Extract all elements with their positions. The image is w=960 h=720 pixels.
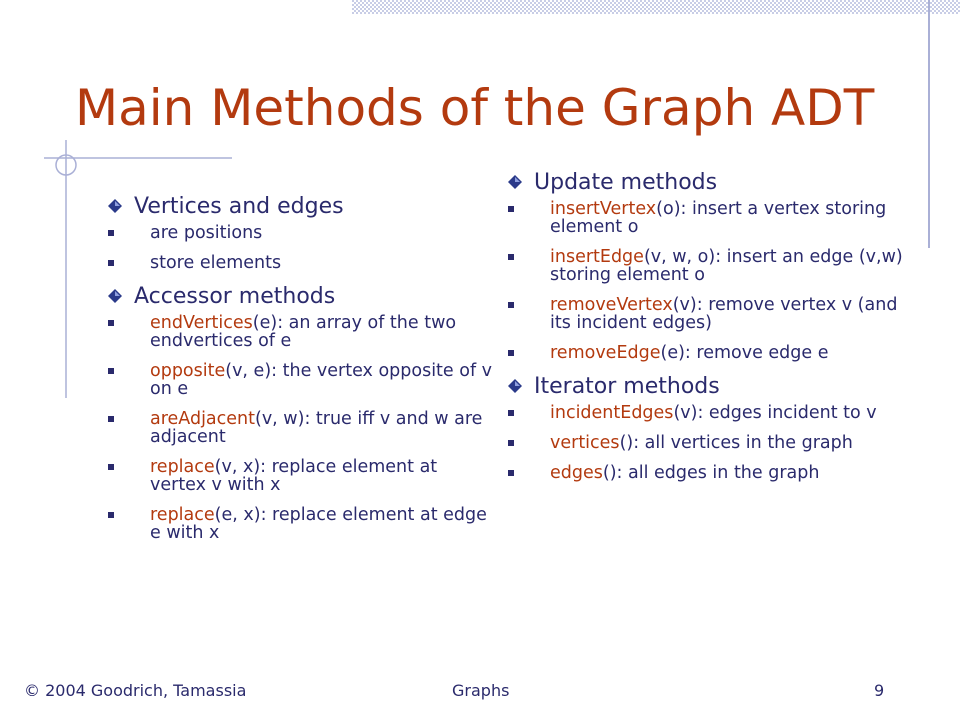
method-name: areAdjacent	[150, 409, 255, 429]
section-heading	[108, 194, 498, 220]
method-name: vertices	[550, 433, 620, 453]
square-bullet-icon	[108, 230, 114, 236]
square-bullet-icon	[508, 254, 514, 260]
square-bullet-icon	[508, 440, 514, 446]
section-heading	[508, 374, 908, 400]
section-heading-text: Iterator methods	[534, 374, 720, 399]
item-text: (e): an array of the two endvertices of e	[150, 313, 457, 351]
square-bullet-icon	[108, 464, 114, 470]
square-bullet-icon	[108, 416, 114, 422]
footer-copyright: © 2004 Goodrich, Tamassia	[24, 681, 247, 700]
item-text: (v, x): replace element at vertex v with x	[150, 457, 438, 495]
list-item	[508, 296, 908, 332]
bullet-list	[108, 314, 498, 542]
square-bullet-icon	[508, 410, 514, 416]
square-bullet-icon	[508, 206, 514, 212]
list-item	[108, 362, 498, 398]
item-text: (e): remove edge e	[660, 343, 829, 363]
method-name: insertEdge	[550, 247, 644, 267]
square-bullet-icon	[508, 302, 514, 308]
square-bullet-icon	[108, 368, 114, 374]
item-text: (v): remove vertex v (and its incident edges)	[550, 295, 898, 333]
method-name: removeEdge	[550, 343, 661, 363]
method-name: removeVertex	[550, 295, 673, 315]
diamond-bullet-icon	[508, 379, 522, 393]
method-name: endVertices	[150, 313, 253, 333]
section-heading-text: Accessor methods	[134, 284, 336, 309]
list-item	[108, 410, 498, 446]
diamond-bullet-icon	[108, 289, 122, 303]
list-item	[508, 248, 908, 284]
list-item	[108, 458, 498, 494]
corner-pattern	[352, 0, 960, 14]
item-text: (v, w): true iff v and w are adjacent	[150, 409, 483, 447]
section-heading-text: Update methods	[534, 170, 718, 195]
list-item	[508, 200, 908, 236]
section-heading	[508, 170, 908, 196]
method-name: incidentEdges	[550, 403, 674, 423]
footer-page-number: 9	[874, 681, 885, 700]
slide-title: Main Methods of the Graph ADT	[75, 79, 875, 137]
right-column	[508, 170, 908, 494]
list-item	[508, 344, 908, 362]
method-name: insertVertex	[550, 199, 657, 219]
method-name: opposite	[150, 361, 226, 381]
list-item	[508, 434, 908, 452]
list-item	[508, 404, 908, 422]
section-heading	[108, 284, 498, 310]
method-name: edges	[550, 463, 603, 483]
bullet-list	[508, 200, 908, 362]
square-bullet-icon	[108, 260, 114, 266]
bullet-list	[108, 224, 498, 272]
square-bullet-icon	[508, 350, 514, 356]
method-name: replace	[150, 457, 215, 477]
section-heading-text: Vertices and edges	[134, 194, 344, 219]
bullet-list	[508, 404, 908, 482]
item-text: (v, w, o): insert an edge (v,w) storing element o	[550, 247, 903, 285]
diamond-bullet-icon	[508, 175, 522, 189]
footer-topic: Graphs	[452, 681, 510, 700]
item-text: (v, e): the vertex opposite of v on e	[150, 361, 493, 399]
item-text: store elements	[150, 253, 282, 273]
list-item	[108, 506, 498, 542]
item-text: (v): edges incident to v	[673, 403, 877, 423]
item-text: (): all vertices in the graph	[619, 433, 853, 453]
item-text: (e, x): replace element at edge e with x	[150, 505, 487, 543]
square-bullet-icon	[508, 470, 514, 476]
item-text: are positions	[150, 223, 263, 243]
list-item	[108, 314, 498, 350]
item-text: (): all edges in the graph	[602, 463, 820, 483]
left-column	[108, 194, 498, 554]
method-name: replace	[150, 505, 215, 525]
list-item	[508, 464, 908, 482]
list-item	[108, 224, 498, 242]
item-text: (o): insert a vertex storing element o	[550, 199, 887, 237]
diamond-bullet-icon	[108, 199, 122, 213]
square-bullet-icon	[108, 512, 114, 518]
square-bullet-icon	[108, 320, 114, 326]
list-item	[108, 254, 498, 272]
